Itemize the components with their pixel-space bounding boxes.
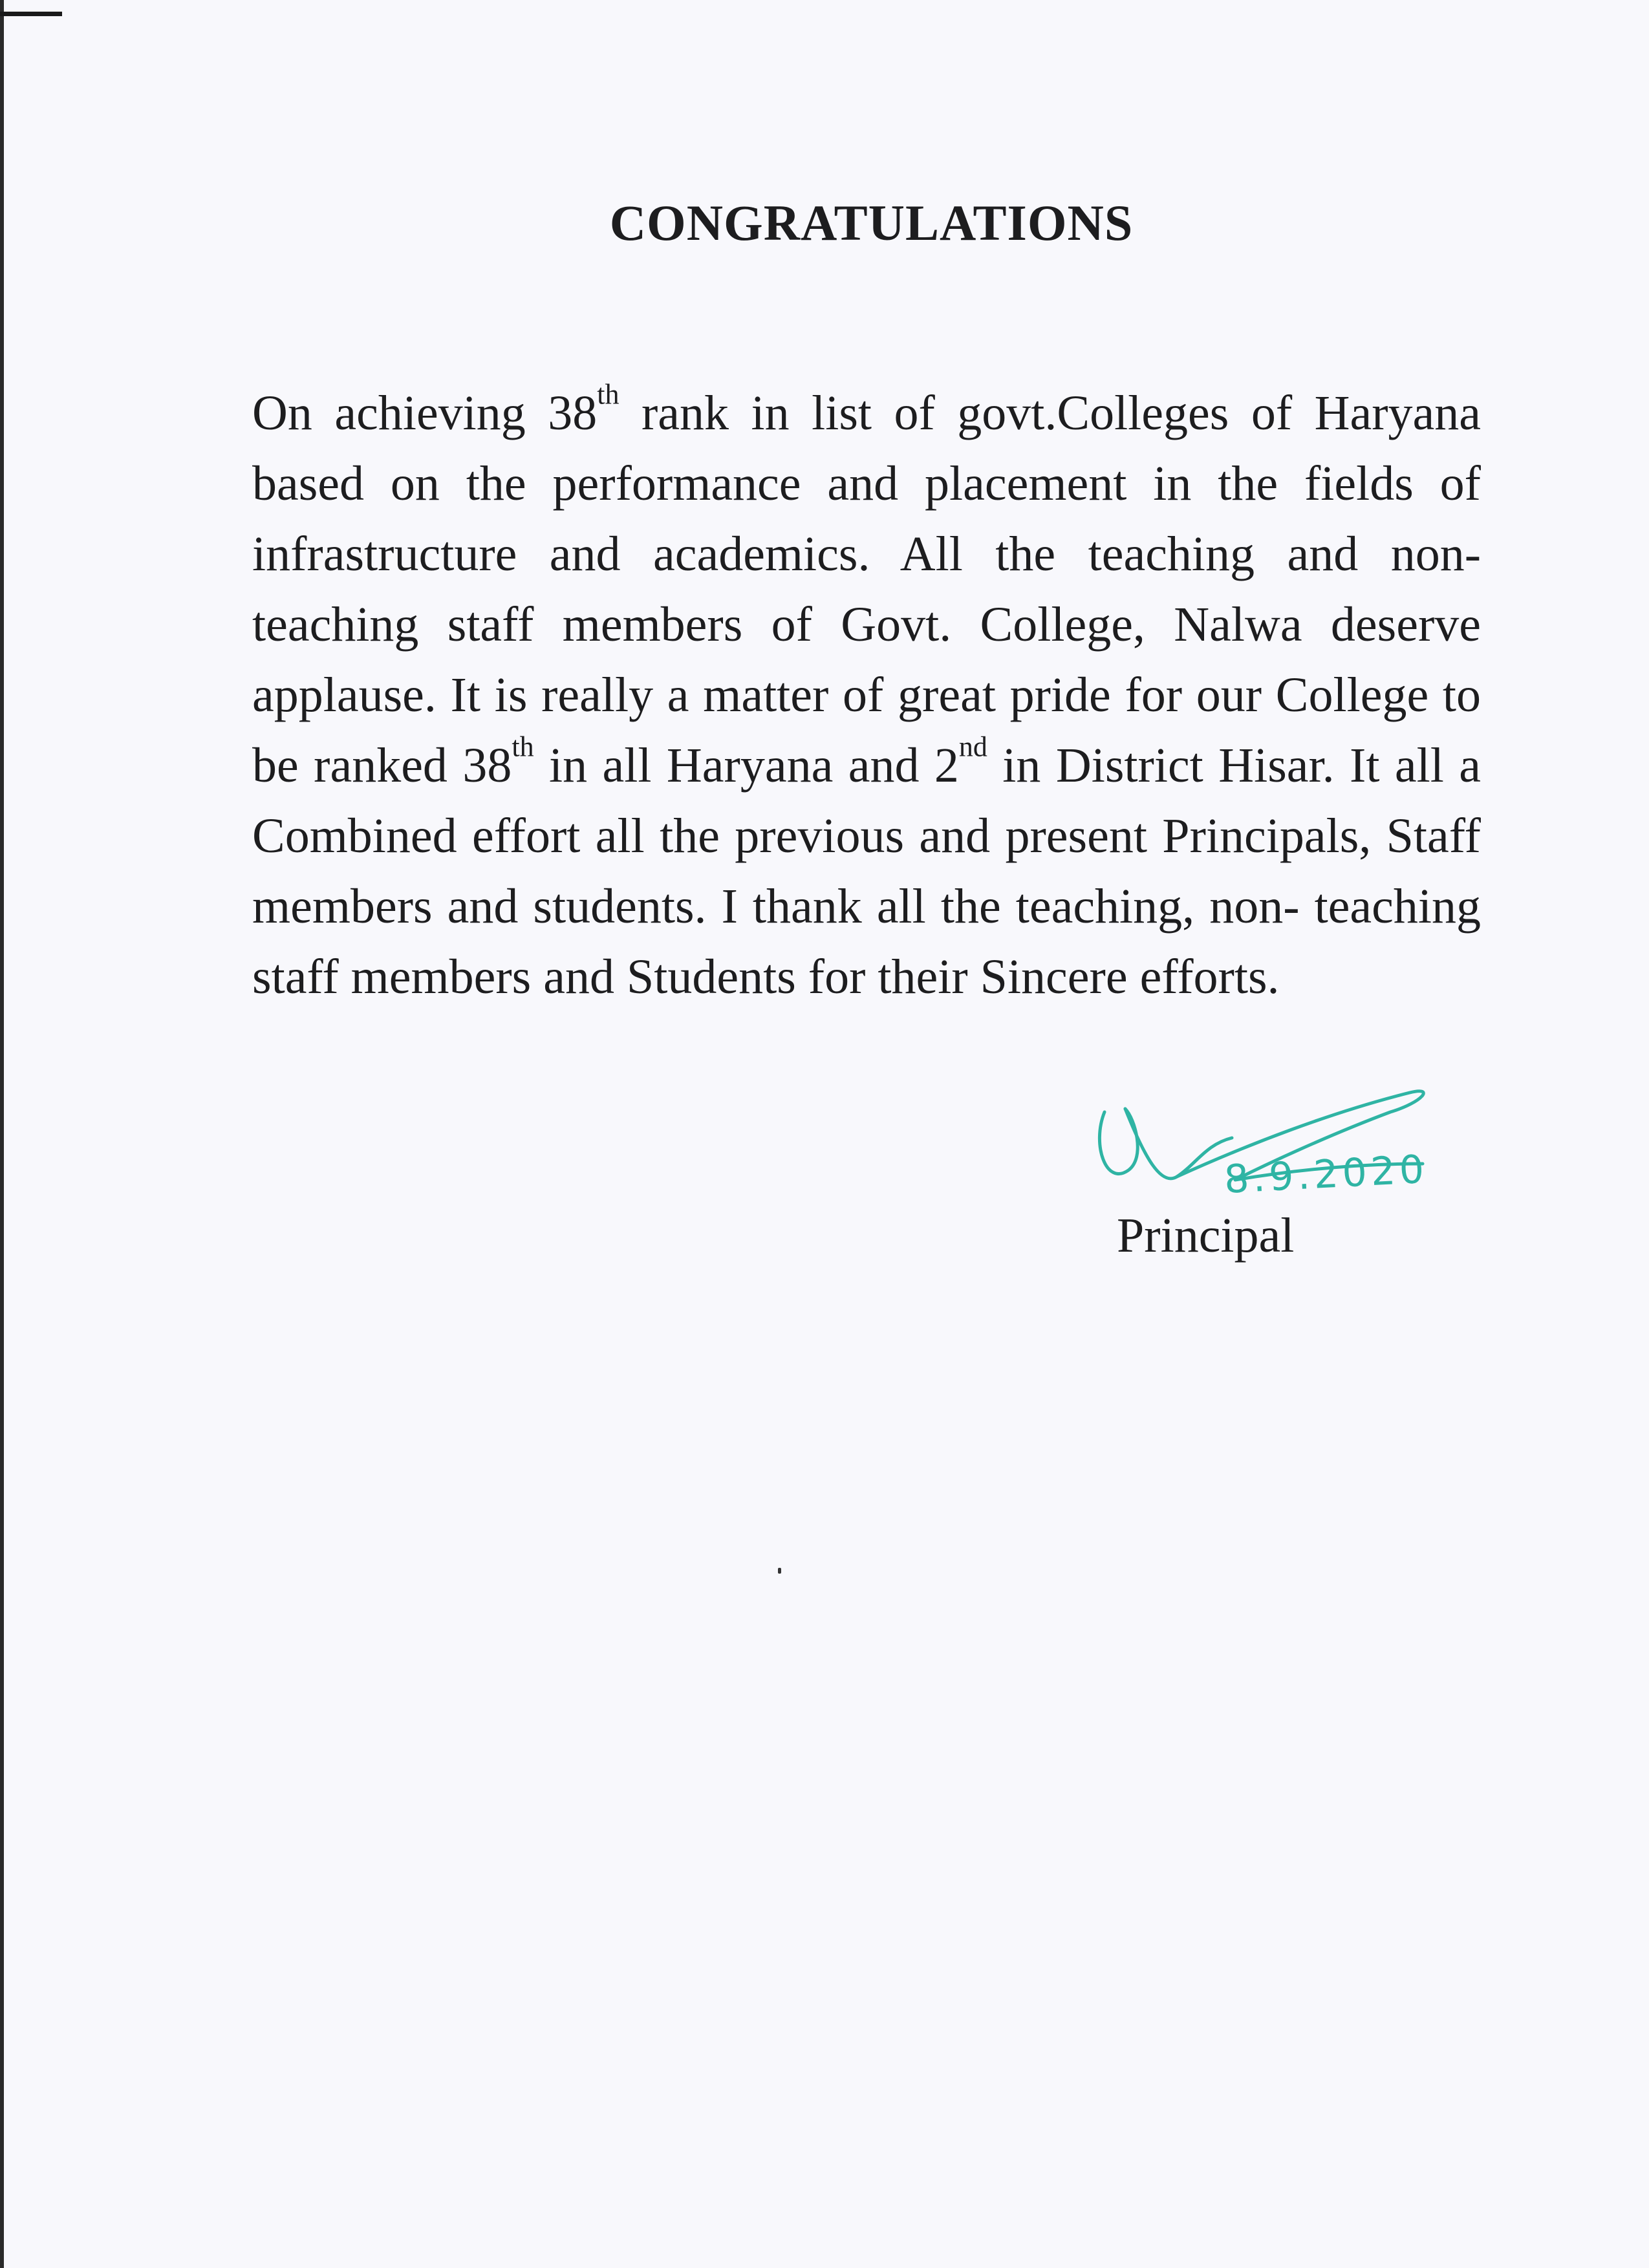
body-text-part-2: rank in list of govt.Colleges of Haryana based on the performance and placement in the fields of infrastructure and academics. All the teaching and non-teaching staff members of Govt. College, Nalwa deserve applause. It is really a matter of great pride for our College to be ranked 38 (252, 386, 1481, 793)
body-text-part-3: in all Haryana and 2 (534, 738, 959, 793)
body-text-part-4: in District Hisar. It all a Combined effort all the previous and present Principals, Staff members and students. I thank all the teaching, non- teaching staff members and Students for their Sincere efforts. (252, 738, 1481, 1004)
scan-mark (0, 12, 62, 16)
handwritten-signature (1086, 1073, 1487, 1228)
signature-date: 8.9.2020 (1223, 1146, 1429, 1203)
ordinal-suffix-3: nd (958, 731, 987, 763)
scan-speck (778, 1568, 781, 1574)
document-title: CONGRATULATIONS (609, 195, 1134, 251)
ordinal-suffix-2: th (512, 731, 534, 763)
ordinal-suffix-1: th (597, 378, 620, 411)
signatory-designation: Principal (1117, 1208, 1295, 1263)
body-paragraph (252, 378, 1481, 1012)
body-text-part-1: On achieving 38 (252, 386, 598, 440)
scan-edge (0, 0, 4, 2268)
